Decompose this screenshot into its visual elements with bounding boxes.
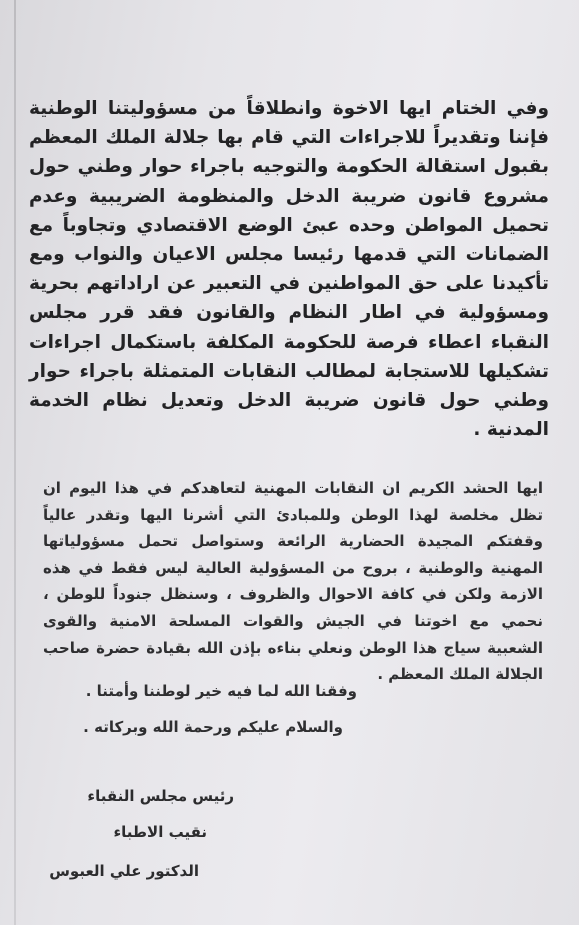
closing-greeting: والسلام عليكم ورحمة الله وبركاته .: [83, 718, 343, 736]
signature-title: رئيس مجلس النقباء: [87, 787, 234, 805]
signature-name: الدكتور علي العبوس: [49, 862, 199, 880]
paragraph-pledge: ايها الحشد الكريم ان النقابات المهنية لتعاهدكم في هذا اليوم ان تظل مخلصة لهذا الوطن وللمبادئ التي أشرنا اليها وتقدر عالياً وقفتكم المجيدة الحضارية الرائعة وستواصل تحمل مسؤولياتها المهنية والوطنية ، بروح من المسؤولية العالية ليس فقط في هذه الازمة ولكن في كافة الاحوال والظروف ، وسنظل جنوداً للوطن ، نحمي مع اخوتنا في الجيش والقوات المسلحة الامنية والقوى الشعبية سياج هذا الوطن ونعلي بناءه بإذن الله بقيادة حضرة صاحب الجلالة الملك المعظم .: [43, 479, 543, 684]
closing-prayer: وفقنا الله لما فيه خير لوطننا وأمتنا .: [85, 682, 357, 700]
signature-role: نقيب الاطباء: [113, 823, 207, 841]
page-fold-shadow: [14, 0, 16, 925]
paragraph-closing-statement: وفي الختام ايها الاخوة وانطلاقاً من مسؤوليتنا الوطنية فإننا وتقديراً للاجراءات التي قام بها جلالة الملك المعظم بقبول استقالة الحكومة والتوجيه باجراء حوار وطني حول مشروع قانون ضريبة الدخل والمنظومة الضريبية وعدم تحميل المواطن وحده عبئ الوضع الاقتصادي وتجاوباً مع الضمانات التي قدمها رئيسا مجلس الاعيان والنواب ومع تأكيدنا على حق المواطنين في التعبير عن اراداتهم بحرية ومسؤولية في اطار النظام والقانون فقد قرر مجلس النقباء اعطاء فرصة للحكومة المكلفة باستكمال اجراءات تشكيلها للاستجابة لمطالب النقابات المتمثلة باجراء حوار وطني حول قانون ضريبة الدخل وتعديل نظام الخدمة المدنية .: [29, 98, 549, 441]
